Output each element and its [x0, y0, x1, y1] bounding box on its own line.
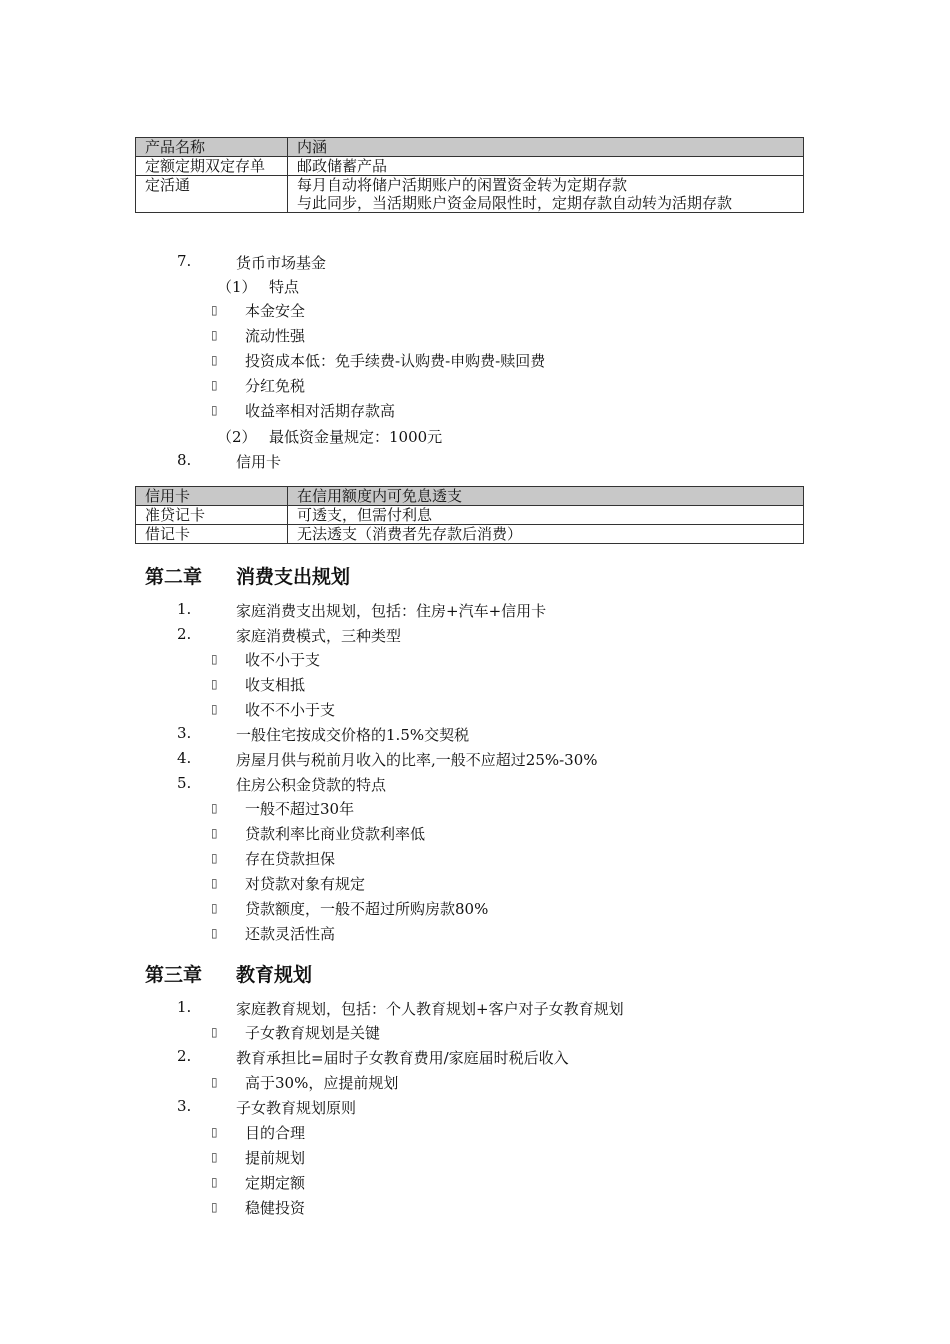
list-number: 1. — [177, 998, 192, 1016]
square-bullet-icon: ▯ — [211, 328, 218, 342]
bullet-text: 存在贷款担保 — [245, 850, 336, 868]
list-item-text: 教育承担比=届时子女教育费用/家庭届时税后收入 — [236, 1049, 569, 1067]
list-number: 7. — [177, 252, 192, 270]
sub-list-number: （2） — [217, 428, 257, 446]
list-number: 8. — [177, 451, 192, 469]
table-cell: 可透支，但需付利息 — [288, 506, 804, 525]
square-bullet-icon: ▯ — [211, 876, 218, 890]
list-item-text: 信用卡 — [236, 453, 282, 471]
square-bullet-icon: ▯ — [211, 1150, 218, 1164]
table-header-cell: 产品名称 — [136, 138, 288, 157]
list-number: 5. — [177, 774, 192, 792]
square-bullet-icon: ▯ — [211, 801, 218, 815]
bullet-text: 贷款利率比商业贷款利率低 — [245, 825, 426, 843]
square-bullet-icon: ▯ — [211, 303, 218, 317]
table-cell: 无法透支（消费者先存款后消费） — [288, 525, 804, 544]
bullet-text: 分红免税 — [245, 377, 306, 395]
sub-list-number: （1） — [217, 278, 257, 296]
list-item-text: 住房公积金贷款的特点 — [236, 776, 387, 794]
bullet-text: 一般不超过30年 — [245, 800, 355, 818]
list-item-text: 家庭消费模式，三种类型 — [236, 627, 402, 645]
bullet-text: 收不不小于支 — [245, 701, 336, 719]
chapter-title: 教育规划 — [236, 964, 313, 986]
bullet-text: 对贷款对象有规定 — [245, 875, 366, 893]
table-row — [136, 525, 804, 544]
bullet-text: 本金安全 — [245, 302, 306, 320]
list-number: 3. — [177, 724, 192, 742]
square-bullet-icon: ▯ — [211, 851, 218, 865]
bullet-text: 流动性强 — [245, 327, 306, 345]
table-row — [136, 176, 804, 213]
square-bullet-icon: ▯ — [211, 1175, 218, 1189]
bullet-text: 贷款额度，一般不超过所购房款80% — [245, 900, 489, 918]
list-item-text: 货币市场基金 — [236, 254, 327, 272]
bullet-text: 定期定额 — [245, 1174, 306, 1192]
table-header-cell: 在信用额度内可免息透支 — [288, 487, 804, 506]
table-cell: 定活通 — [136, 176, 288, 213]
bullet-text: 高于30%，应提前规划 — [245, 1074, 399, 1092]
square-bullet-icon: ▯ — [211, 677, 218, 691]
table-cell-line: 每月自动将储户活期账户的闲置资金转为定期存款 — [297, 176, 628, 194]
table-row — [136, 506, 804, 525]
table-header-cell: 内涵 — [288, 138, 804, 157]
bullet-text: 投资成本低：免手续费-认购费-申购费-赎回费 — [245, 352, 546, 370]
table-header-cell: 信用卡 — [136, 487, 288, 506]
table-cell: 邮政储蓄产品 — [288, 157, 804, 176]
chapter-label: 第三章 — [145, 964, 203, 986]
bullet-text: 稳健投资 — [245, 1199, 306, 1217]
list-number: 2. — [177, 1047, 192, 1065]
sub-list-text: 特点 — [269, 278, 300, 296]
square-bullet-icon: ▯ — [211, 901, 218, 915]
list-number: 4. — [177, 749, 192, 767]
table-cell — [288, 176, 804, 213]
list-item-text: 家庭教育规划，包括：个人教育规划+客户对子女教育规划 — [236, 1000, 624, 1018]
table-cell: 定额定期双定存单 — [136, 157, 288, 176]
table-cell: 借记卡 — [136, 525, 288, 544]
list-item-text: 一般住宅按成交价格的1.5%交契税 — [236, 726, 470, 744]
square-bullet-icon: ▯ — [211, 652, 218, 666]
square-bullet-icon: ▯ — [211, 1125, 218, 1139]
bullet-text: 收不小于支 — [245, 651, 321, 669]
table-row — [136, 157, 804, 176]
bullet-text: 还款灵活性高 — [245, 925, 336, 943]
credit-card-table — [135, 486, 804, 544]
bullet-text: 收益率相对活期存款高 — [245, 402, 396, 420]
list-number: 2. — [177, 625, 192, 643]
list-item-text: 子女教育规划原则 — [236, 1099, 357, 1117]
list-number: 1. — [177, 600, 192, 618]
bullet-text: 子女教育规划是关键 — [245, 1024, 381, 1042]
list-item-text: 家庭消费支出规划，包括：住房+汽车+信用卡 — [236, 602, 547, 620]
bullet-text: 收支相抵 — [245, 676, 306, 694]
square-bullet-icon: ▯ — [211, 353, 218, 367]
square-bullet-icon: ▯ — [211, 1075, 218, 1089]
chapter-heading — [145, 562, 350, 589]
table-cell: 准贷记卡 — [136, 506, 288, 525]
square-bullet-icon: ▯ — [211, 1200, 218, 1214]
square-bullet-icon: ▯ — [211, 403, 218, 417]
bullet-text: 提前规划 — [245, 1149, 306, 1167]
square-bullet-icon: ▯ — [211, 378, 218, 392]
table-header-row — [136, 138, 804, 157]
list-number: 3. — [177, 1097, 192, 1115]
product-table — [135, 137, 804, 213]
chapter-label: 第二章 — [145, 566, 203, 588]
square-bullet-icon: ▯ — [211, 702, 218, 716]
square-bullet-icon: ▯ — [211, 926, 218, 940]
bullet-text: 目的合理 — [245, 1124, 306, 1142]
square-bullet-icon: ▯ — [211, 826, 218, 840]
sub-list-text: 最低资金量规定：1000元 — [269, 428, 443, 446]
list-item-text: 房屋月供与税前月收入的比率,一般不应超过25%-30% — [236, 751, 598, 769]
chapter-heading — [145, 960, 312, 987]
table-header-row — [136, 487, 804, 506]
square-bullet-icon: ▯ — [211, 1025, 218, 1039]
chapter-title: 消费支出规划 — [236, 566, 351, 588]
table-cell-line: 与此同步，当活期账户资金局限性时，定期存款自动转为活期存款 — [297, 194, 733, 212]
